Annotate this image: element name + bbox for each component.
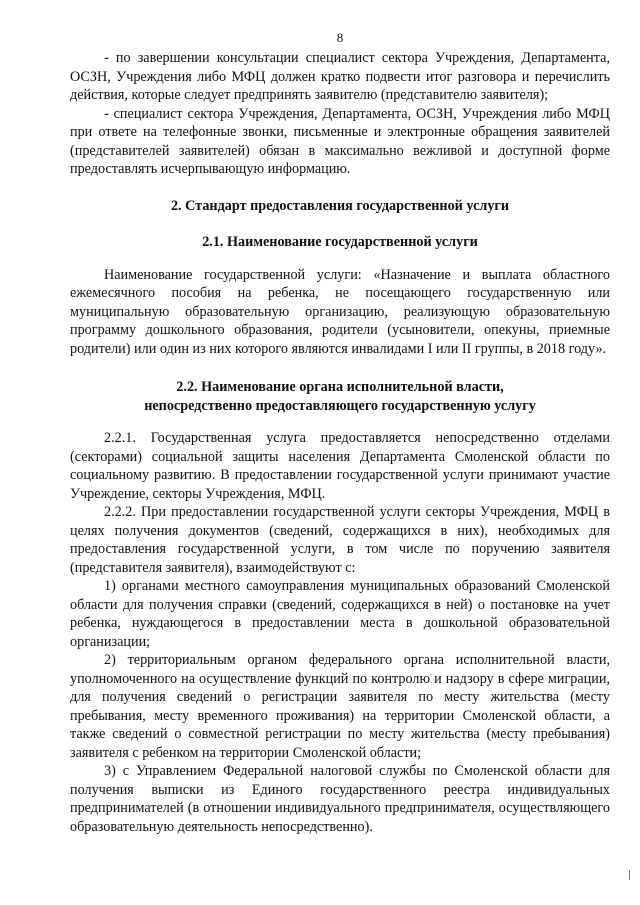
section-heading-2-1: 2.1. Наименование государственной услуги: [202, 234, 478, 250]
paragraph-service-name: Наименование государственной услуги: «Назначение и выплата областного ежемесячного пособия на ребенка, не посещающего государственную или муниципальную образовательную организацию, реализующую образовательную программу дошкольного образования, родители (усыновители, опекуны, приемные родители) или один из них которого являются инвалидами I или II группы, в 2018 году».: [70, 266, 610, 357]
paragraph-consultation-summary: - по завершении консультации специалист сектора Учреждения, Департамента, ОСЗН, Учреждения либо МФЦ должен кратко подвести итог разговора и перечислить действия, которые следует предпринять заявителю (представителю заявителя);: [70, 50, 610, 103]
paragraph-2-2-1: 2.2.1. Государственная услуга предоставляется непосредственно отделами (секторами) социальной защиты населения Департамента Смоленской области по социальному развитию. В предоставлении государственной услуги принимают участие Учреждение, секторы Учреждения, МФЦ.: [70, 430, 610, 502]
list-item-tax-service: 3) с Управлением Федеральной налоговой службы по Смоленской области для получения выписки из Единого государственного реестра индивидуальных предпринимателей (в отношении индивидуального предпринимателя, осуществляющего образовательную деятельность непосредственно).: [70, 763, 610, 835]
page-number: 8: [336, 30, 344, 45]
margin-mark: [629, 870, 630, 880]
section-heading-2-2-line1: 2.2. Наименование органа исполнительной власти,: [176, 379, 504, 395]
paragraph-phone-response: - специалист сектора Учреждения, Департамента, ОСЗН, Учреждения либо МФЦ при ответе на телефонные звонки, письменные и электронные обращения заявителей (представителей заявителей) обязан в максимально вежливой и доступной форме предоставлять исчерпывающую информацию.: [70, 105, 610, 177]
list-item-local-government: 1) органами местного самоуправления муниципальных образований Смоленской области для получения справки (сведений, содержащихся в ней) о постановке на учет ребенка, нуждающегося в предоставлении места в дошкольной образовательной организации;: [70, 578, 610, 650]
document-body: [70, 49, 610, 836]
section-heading-2-2-line2: непосредственно предоставляющего государственную услугу: [144, 397, 536, 414]
section-heading-2: 2. Стандарт предоставления государственной услуги: [170, 197, 510, 214]
paragraph-2-2-2: 2.2.2. При предоставлении государственной услуги секторы Учреждения, МФЦ в целях получения документов (сведений, содержащихся в них), необходимых для предоставления государственной услуги, в том числе по поручению заявителя (представителя заявителя), взаимодействуют с:: [70, 504, 610, 576]
list-item-migration-authority: 2) территориальным органом федерального органа исполнительной власти, уполномоченного на осуществление функций по контролю и надзору в сфере миграции, для получения сведений о регистрации заявителя по месту жительства (месту пребывания, месту временного проживания) на территории Смоленской области, а также сведений о совместной регистрации по месту жительства (месту пребывания) заявителя с ребенком на территории Смоленской области;: [70, 652, 610, 761]
